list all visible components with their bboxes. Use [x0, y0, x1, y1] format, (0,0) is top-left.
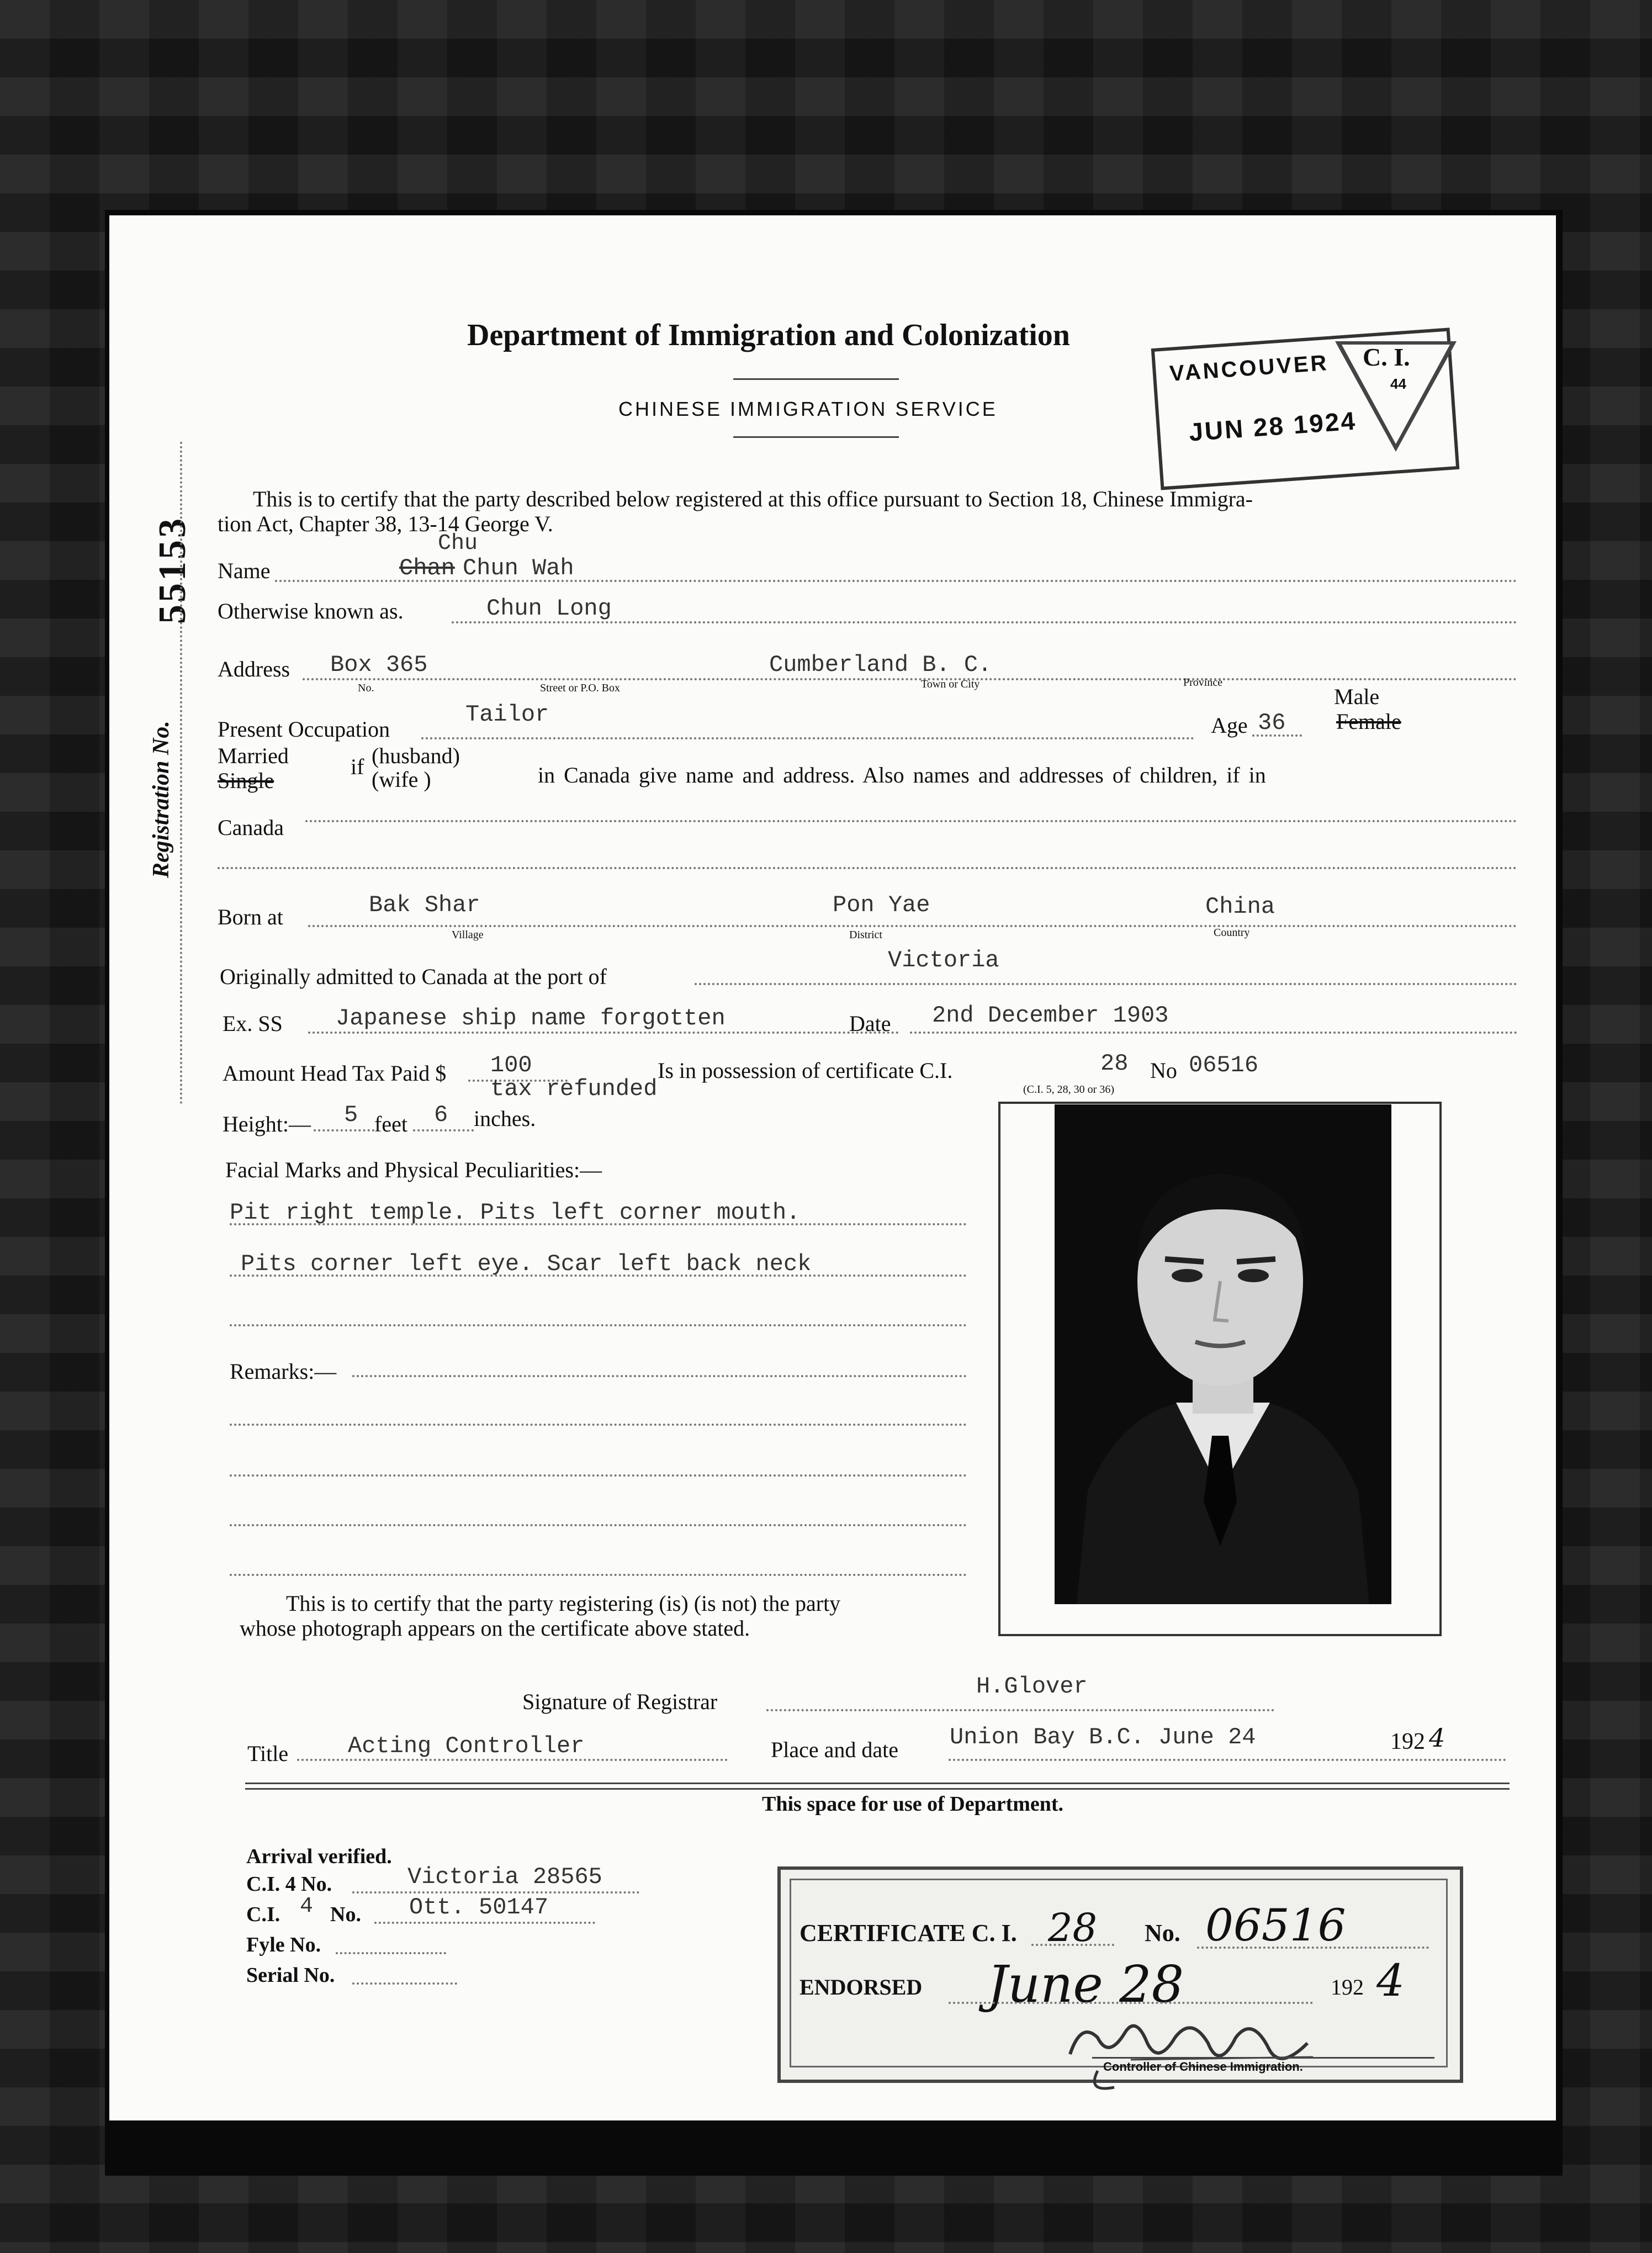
ci-num: 4: [300, 1894, 314, 1919]
serial-line: [352, 1982, 457, 1985]
ci4-line: [352, 1891, 639, 1894]
stamp-office: VANCOUVER: [1168, 350, 1330, 387]
department-heading: This space for use of Department.: [762, 1792, 1064, 1816]
year-prefix: 192: [1390, 1729, 1425, 1754]
height-feet-line: [314, 1129, 374, 1131]
endorsed-date: June 28: [987, 1955, 1184, 2014]
registration-certificate: [109, 215, 1556, 2120]
born-district: Pon Yae: [833, 892, 930, 918]
stamp-date: JUN 28 1924: [1188, 406, 1358, 447]
date-label: Date: [849, 1011, 891, 1036]
ship-value: Japanese ship name forgotten: [336, 1005, 726, 1032]
age-value: 36: [1258, 710, 1286, 736]
caption-no: No.: [358, 682, 374, 694]
sex-female: Female: [1336, 709, 1401, 734]
stamp-code: C. I.: [1363, 343, 1410, 371]
certification-line-1: This is to certify that the party described below registered at this office pursuant to Section 18, Chinese Immigra-: [253, 486, 1253, 511]
ship-label: Ex. SS: [223, 1011, 283, 1036]
registrar-signature: H.Glover: [976, 1673, 1088, 1700]
address-line: [303, 678, 1517, 680]
ci-line: [374, 1922, 595, 1924]
caption-country: Country: [1214, 927, 1250, 939]
date-value: 2nd December 1903: [932, 1002, 1169, 1029]
endorsed-year-suffix: 4: [1376, 1955, 1405, 2006]
height-inches-line: [413, 1129, 474, 1131]
title-value: Acting Controller: [348, 1733, 585, 1759]
section-rule-1: [245, 1783, 1510, 1784]
age-label: Age: [1211, 713, 1248, 738]
canada-line-1: [305, 820, 1517, 822]
ci4-value: Victoria 28565: [407, 1864, 602, 1890]
port-line: [695, 983, 1517, 985]
name-value: Chun Wah: [463, 555, 574, 581]
service-subtitle: CHINESE IMMIGRATION SERVICE: [618, 398, 998, 420]
name-label: Name: [218, 558, 271, 583]
registrar-line: [766, 1709, 1274, 1711]
married-label: Married: [218, 743, 289, 768]
remarks-rule-5: [230, 1574, 967, 1576]
certificate-no-line: [1197, 1947, 1429, 1949]
endorsed-date-line: [949, 2002, 1313, 2004]
tax-value: 100: [490, 1052, 532, 1078]
canada-line-2: [218, 867, 1517, 869]
height-feet: 5: [344, 1102, 358, 1128]
registrar-label: Signature of Registrar: [522, 1689, 718, 1714]
marks-line-1: Pit right temple. Pits left corner mouth.: [230, 1199, 801, 1226]
certificate-ci: 28: [1048, 1905, 1098, 1950]
arrival-verified: Arrival verified.: [246, 1845, 392, 1868]
marks-rule-2: [230, 1274, 967, 1277]
ci-value: 28: [1100, 1050, 1129, 1077]
caption-town: Town or City: [921, 678, 980, 690]
fyle-label: Fyle No.: [246, 1933, 321, 1956]
ship-line: [308, 1032, 899, 1034]
ci4-label: C.I. 4 No.: [246, 1873, 332, 1896]
born-country: China: [1205, 893, 1275, 920]
year-suffix: 4: [1429, 1723, 1446, 1753]
address-box: Box 365: [330, 652, 428, 678]
tax-note: tax refunded: [490, 1076, 658, 1102]
portrait-illustration: [1055, 1104, 1391, 1604]
caption-province: Province: [1183, 676, 1223, 689]
wife-label: (wife ): [372, 767, 431, 792]
registration-line: [180, 442, 182, 1104]
certificate-no-label: No.: [1145, 1919, 1180, 1947]
registration-number: 55153: [151, 516, 194, 624]
marks-rule-3: [230, 1324, 967, 1326]
place-value: Union Bay B.C. June 24: [950, 1724, 1256, 1750]
title-label: Title: [247, 1741, 289, 1766]
born-line: [308, 925, 1517, 927]
place-line: [949, 1759, 1506, 1761]
remarks-label: Remarks:—: [230, 1359, 337, 1384]
name-line: [275, 580, 1517, 582]
feet-label: feet: [374, 1112, 407, 1136]
department-title: Department of Immigration and Colonization: [467, 318, 1070, 352]
inches-label: inches.: [474, 1106, 536, 1131]
occupation-label: Present Occupation: [218, 717, 390, 742]
marks-line-2: Pits corner left eye. Scar left back neck: [241, 1251, 812, 1277]
photo-cert-line-1: This is to certify that the party registering (is) (is not) the party: [286, 1591, 841, 1616]
certification-line-2: tion Act, Chapter 38, 13-14 George V.: [218, 511, 553, 536]
endorsed-label: ENDORSED: [799, 1975, 923, 2000]
remarks-rule-4: [230, 1524, 967, 1526]
stamp-number: 44: [1390, 376, 1406, 392]
name-struck: Chan: [399, 555, 455, 581]
officer-signature: [1048, 2005, 1357, 2098]
caption-district: District: [849, 929, 882, 941]
occupation-line: [421, 737, 1194, 739]
no-value: 06516: [1189, 1052, 1259, 1078]
photo-cert-line-2: whose photograph appears on the certificate above stated.: [240, 1616, 750, 1641]
occupation-value: Tailor: [465, 701, 549, 728]
certificate-ci-line: [1031, 1944, 1114, 1946]
caption-street: Street or P.O. Box: [540, 682, 620, 694]
registration-label: Registration No.: [149, 721, 174, 878]
height-inches: 6: [434, 1102, 448, 1128]
endorsed-year-prefix: 192: [1331, 1975, 1364, 2000]
sex-male: Male: [1334, 684, 1380, 709]
single-label: Single: [218, 768, 274, 793]
canada-label: Canada: [218, 815, 284, 840]
otherwise-label: Otherwise known as.: [218, 599, 404, 623]
ci-caption: (C.I. 5, 28, 30 or 36): [1023, 1083, 1114, 1096]
address-town: Cumberland B. C.: [769, 652, 992, 678]
port-value: Victoria: [888, 947, 999, 974]
marks-rule-1: [230, 1223, 967, 1225]
no-label: No: [1150, 1058, 1177, 1083]
husband-label: (husband): [372, 743, 460, 768]
remarks-rule-2: [230, 1424, 967, 1426]
marks-label: Facial Marks and Physical Peculiarities:—: [225, 1157, 602, 1182]
ci-value: Ott. 50147: [409, 1894, 549, 1921]
canada-text: in Canada give name and address. Also names and addresses of children, if in: [538, 763, 1266, 787]
serial-label: Serial No.: [246, 1964, 335, 1987]
otherwise-value: Chun Long: [486, 595, 612, 622]
section-rule-2: [245, 1788, 1510, 1790]
tax-label: Amount Head Tax Paid $: [223, 1061, 447, 1086]
port-label: Originally admitted to Canada at the port of: [220, 964, 607, 989]
officer-caption: Controller of Chinese Immigration.: [1103, 2060, 1303, 2074]
remarks-rule-1: [352, 1375, 967, 1377]
ci-label: C.I.: [246, 1903, 280, 1926]
header-rule-top: [733, 378, 899, 380]
date-line: [910, 1032, 1517, 1034]
name-correction: Chu: [438, 531, 478, 556]
officer-line: [1092, 2057, 1434, 2059]
header-rule-bottom: [733, 436, 899, 438]
place-label: Place and date: [771, 1737, 898, 1762]
certificate-label: CERTIFICATE C. I.: [799, 1919, 1017, 1947]
certificate-no: 06516: [1205, 1900, 1346, 1951]
registrant-photo: [1055, 1104, 1391, 1604]
remarks-rule-3: [230, 1474, 967, 1477]
born-label: Born at: [218, 905, 283, 929]
fyle-line: [336, 1952, 446, 1954]
height-label: Height:—: [223, 1112, 311, 1136]
address-label: Address: [218, 657, 290, 681]
caption-village: Village: [452, 929, 484, 941]
born-village: Bak Shar: [369, 892, 480, 918]
possession-label: Is in possession of certificate C.I.: [658, 1058, 953, 1083]
if-label: if: [351, 754, 364, 779]
ci-no-label: No.: [330, 1903, 361, 1926]
